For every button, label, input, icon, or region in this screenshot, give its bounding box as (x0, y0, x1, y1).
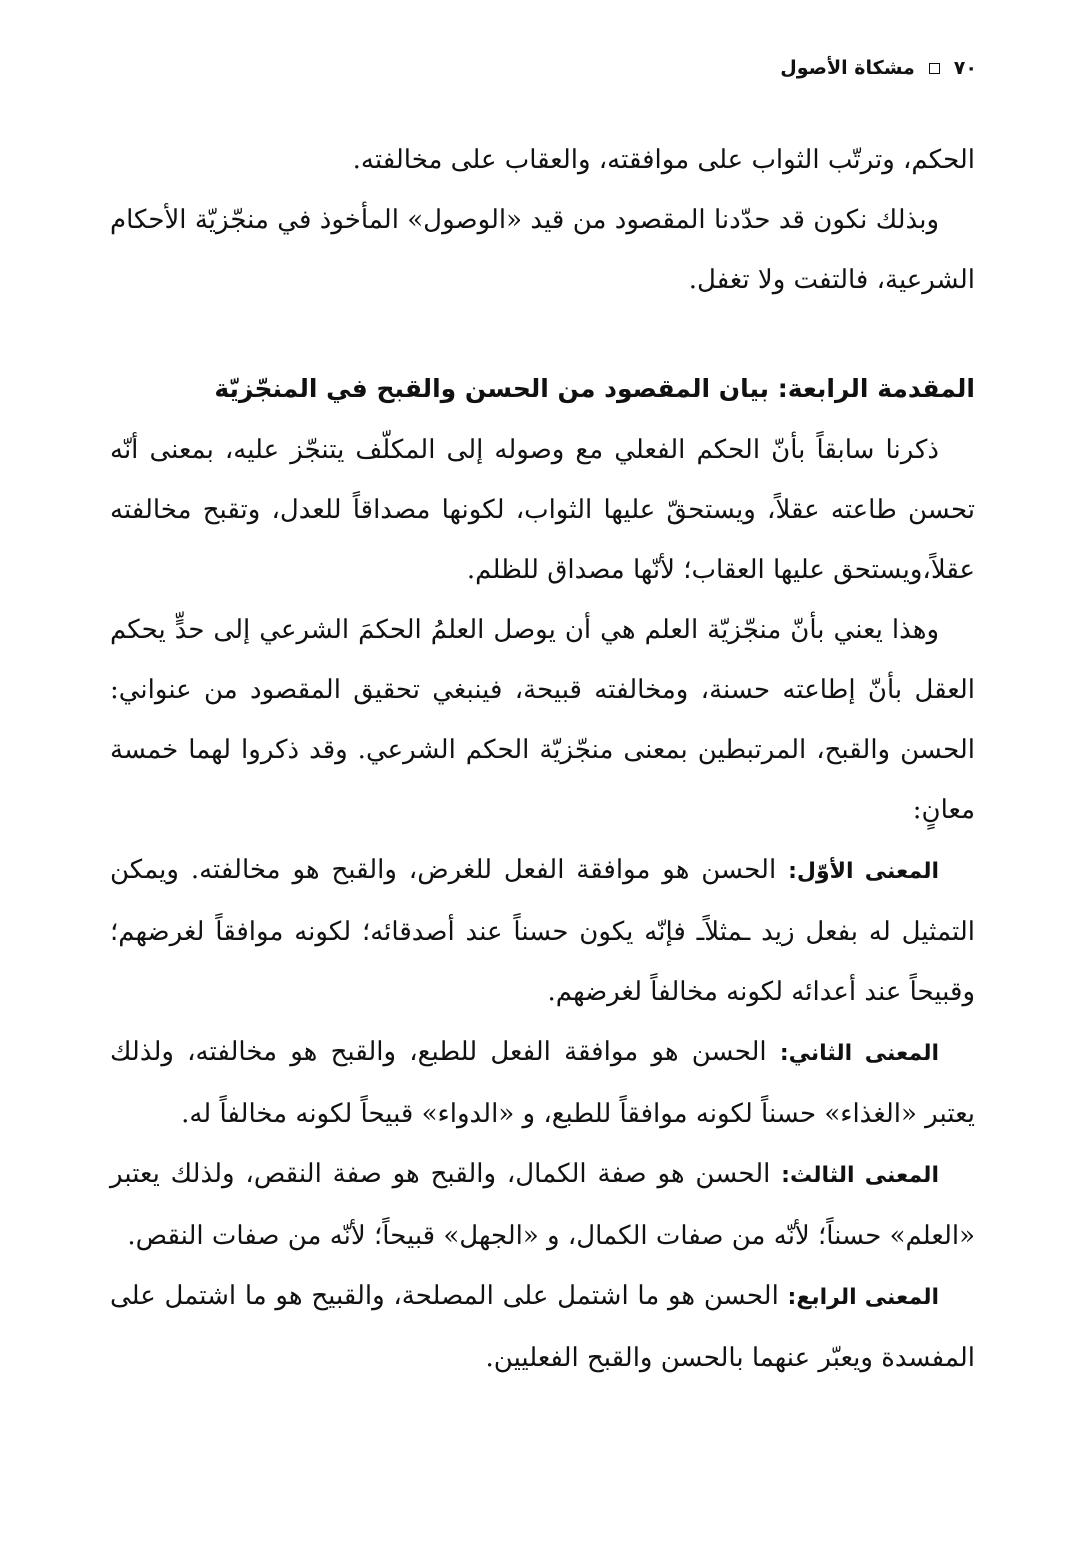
meaning-label: المعنى الثالث: (781, 1163, 939, 1188)
section-heading-label: المقدمة الرابعة: (777, 374, 975, 403)
paragraph-continuation: الحكم، وترتّب الثواب على موافقته، والعقاب على مخالفته. (352, 145, 975, 175)
meaning-label: المعنى الأوّل: (788, 859, 940, 884)
main-text (110, 130, 975, 1388)
paragraph-intro: ذكرنا سابقاً بأنّ الحكم الفعلي مع وصوله إلى المكلّف يتنجّز عليه، بمعنى أنّه تحسن طاعته عقلاً، ويستحقّ عليها الثواب، لكونها مصداقاً للعدل، وتقبح مخالفته عقلاً،ويستحق عليها العقاب؛ لأنّها مصداق للظلم. (110, 435, 975, 585)
meaning-third (110, 1144, 975, 1266)
section-heading (110, 358, 975, 420)
meaning-second (110, 1022, 975, 1144)
page-number: ٧٠ (953, 57, 977, 79)
paragraph-wusul: وبذلك نكون قد حدّدنا المقصود من قيد «الوصول» المأخوذ في منجّزيّة الأحكام الشرعية، فالتفت ولا تغفل. (110, 205, 975, 295)
header-separator-square-icon (929, 63, 940, 74)
meaning-text: الحسن هو موافقة الفعل للطبع، والقبح هو مخالفته، ولذلك يعتبر «الغذاء» حسناً لكونه موافقاً للطبع، و «الدواء» قبيحاً لكونه مخالفاً له. (110, 1037, 975, 1129)
meaning-fourth (110, 1266, 975, 1388)
book-title: مشكاة الأصول (780, 57, 915, 79)
section-heading-title: بيان المقصود من الحسن والقبح في المنجّزيّة (214, 374, 770, 403)
meaning-first (110, 840, 975, 1022)
paragraph-five-meanings: وهذا يعني بأنّ منجّزيّة العلم هي أن يوصل العلمُ الحكمَ الشرعي إلى حدٍّ يحكم العقل بأنّ إطاعته حسنة، ومخالفته قبيحة، فينبغي تحقيق المقصود من عنواني: الحسن والقبح، المرتبطين بمعنى منجّزيّة الحكم الشرعي. وقد ذكروا لهما خمسة معانٍ: (110, 615, 975, 825)
meaning-text: الحسن هو ما اشتمل على المصلحة، والقبيح هو ما اشتمل على المفسدة ويعبّر عنهما بالحسن والقبح الفعليين. (110, 1281, 975, 1373)
meaning-text: الحسن هو موافقة الفعل للغرض، والقبح هو مخالفته. ويمكن التمثيل له بفعل زيد ـمثلاًـ فإنّه يكون حسناً عند أصدقائه؛ لكونه موافقاً لغرضهم؛وقبيحاً عند أعدائه لكونه مخالفاً لغرضهم. (110, 855, 975, 1007)
running-header (780, 56, 977, 80)
meaning-label: المعنى الرابع: (787, 1285, 940, 1310)
meaning-label: المعنى الثاني: (779, 1041, 939, 1066)
meaning-text: الحسن هو صفة الكمال، والقبح هو صفة النقص، ولذلك يعتبر «العلم» حسناً؛ لأنّه من صفات الكمال، و «الجهل» قبيحاً؛ لأنّه من صفات النقص. (110, 1159, 975, 1251)
